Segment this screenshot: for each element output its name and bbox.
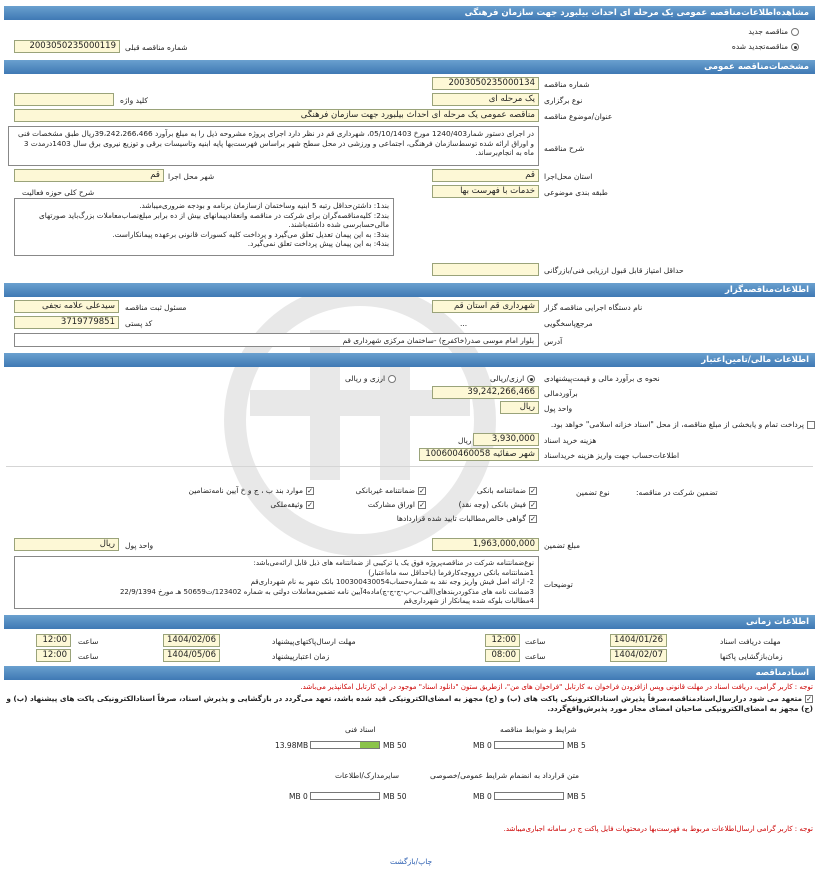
radio-rial[interactable] xyxy=(490,374,535,383)
area-line: بند4: به این پیمان پیش پرداخت تعلق نمی‌گیرد. xyxy=(247,239,389,248)
file-size: 0 MB xyxy=(473,741,492,750)
area-line: بند1: داشتن‌حداقل رتبه 5 ابنیه وساختمان ازسازمان برنامه و بودجه ضروری‌میباشد. xyxy=(139,201,389,210)
section-docs-title: اسنادمناقصه xyxy=(755,668,809,678)
guarantee-type-label: نوع تضمین xyxy=(576,488,610,497)
guarantee-label: موارد بند ب ، ج و خ آیین نامه‌تضامین xyxy=(188,486,303,495)
progress-bar xyxy=(494,792,564,800)
validity-label: زمان اعتبارپیشنهاد xyxy=(272,652,330,661)
estimate-method-label: نحوه ی برآورد مالی و قیمت‌پیشنهادی xyxy=(544,374,660,383)
tender-number-field: 2003050235000134 xyxy=(432,77,539,90)
guarantee-label: ضمانتنامه غیربانکی xyxy=(355,486,415,495)
radio-fx[interactable] xyxy=(345,374,396,383)
radio-new-tender[interactable] xyxy=(748,27,799,36)
file-max: 5 MB xyxy=(567,792,586,801)
file-name: شرایط و ضوابط مناقصه xyxy=(500,725,577,734)
postal-code-label: کد پستی xyxy=(125,319,153,328)
city-field: قم xyxy=(14,169,164,182)
section-finance-title: اطلاعات مالی/تامین‌اعتبار xyxy=(701,355,809,365)
reference-label: مرجع‌پاسخگویی xyxy=(544,319,593,328)
min-score-field xyxy=(432,263,539,276)
guarantee-currency-label: واحد پول xyxy=(125,541,154,550)
open-label: زمان‌بازگشایی پاکتها xyxy=(720,652,783,661)
progress-bar xyxy=(310,741,380,749)
guarantee-label: گواهی خالص‌مطالبات تایید شده قراردادها xyxy=(396,514,526,523)
guarantee-label: وثیقه‌ملکی xyxy=(270,500,303,509)
doc-receive-time: 12:00 xyxy=(485,634,520,647)
doc-fee-unit: ریال xyxy=(458,436,472,445)
section-organizer xyxy=(4,283,815,297)
note-line: نوع‌ضمانتنامه شرکت در مناقصه‌پروژه فوق یک یا ترکیبی از ضمانتنامه های ذیل قابل ارائه‌می‌باشد: xyxy=(253,559,534,567)
checkbox-icon[interactable] xyxy=(807,421,815,429)
guarantee-property[interactable] xyxy=(270,500,314,509)
account-label: اطلاعات‌حساب جهت واریز هزینه خریداسناد xyxy=(544,451,680,460)
area-line: بند2: کلیه‌مناقصه‌گران برای شرکت در مناقصه وانعقادپیمانهای بیش از ده برابر مبلغ‌نصاب‌معاملات بزرگ‌باید صورتهای مالی‌حسابرسی شده داشته‌باشند. xyxy=(39,210,389,229)
progress-bar xyxy=(494,741,564,749)
note-line: 4مطالبات بلوکه شده پیمانکار از شهرداری‌قم xyxy=(403,597,534,605)
time-label: ساعت xyxy=(78,637,99,646)
file-size: 0 MB xyxy=(473,792,492,801)
file-max: 50 MB xyxy=(383,741,407,750)
file-name: متن قرارداد به انضمام شرایط عمومی/خصوصی xyxy=(430,771,579,780)
tender-number-label: شماره مناقصه xyxy=(544,80,590,89)
checkbox-checked-icon[interactable]: ✓ xyxy=(530,487,536,495)
guarantee-bonds[interactable] xyxy=(368,500,426,509)
postal-code-field: 3719779851 xyxy=(14,316,119,329)
submit-time: 12:00 xyxy=(36,634,71,647)
file-max: 5 MB xyxy=(567,741,586,750)
file-size: 0 MB xyxy=(289,792,308,801)
section-docs xyxy=(4,666,815,680)
checkbox-checked-icon[interactable]: ✓ xyxy=(530,515,536,523)
section-finance xyxy=(4,353,815,367)
radio-renewed-label: مناقصه‌تجدید شده xyxy=(731,42,788,51)
prev-tender-number-field: 2003050235000119 xyxy=(14,40,120,53)
file-size: 13.98MB xyxy=(275,741,309,750)
treasury-note: پرداخت تمام و یابخشی از مبلغ مناقصه، از محل "اسناد خزانه اسلامی" خواهد بود. xyxy=(550,420,804,429)
file-max: 50 MB xyxy=(383,792,407,801)
checkbox-checked-icon[interactable]: ✓ xyxy=(530,501,536,509)
activity-area-label: شرح کلی حوزه فعالیت xyxy=(22,188,95,197)
area-line: بند3: به این پیمان تعدیل تعلق می‌گیرد و پرداخت کلیه کسورات قانونی برعهده پیمانکاراست. xyxy=(112,229,389,239)
docs-notice: توجه : کاربر گرامی، دریافت اسناد در مهلت قانونی وپس ازافزودن فراخوان به کارتابل "فراخوان های من"، ازطریق ستون "دانلود اسناد" موجود در این کارتابل امکانپذیر می‌باشد. xyxy=(300,683,813,691)
reference-field: ... xyxy=(460,319,468,328)
checkbox-checked-icon[interactable]: ✓ xyxy=(419,501,425,509)
radio-new-label: مناقصه جدید xyxy=(748,27,788,36)
responsible-field: سیدعلی علامه نجفی xyxy=(14,300,119,313)
keyword-label: کلید واژه xyxy=(120,96,148,105)
file-name: سایرمدارک/اطلاعات xyxy=(335,771,400,780)
note-line: 2- ارائه اصل فیش واریز وجه نقد به شماره‌حساب100300430054 بانک شهر به نام شهرداری‌قم xyxy=(250,578,534,586)
radio-rial-label: ارزی/ریالی xyxy=(490,374,525,383)
guarantee-bank[interactable] xyxy=(477,486,537,495)
guarantee-notes-box xyxy=(14,556,539,609)
guarantee-currency-field: ریال xyxy=(14,538,119,551)
checkbox-checked-icon[interactable]: ✓ xyxy=(419,487,425,495)
org-label: نام دستگاه اجرایی مناقصه گزار xyxy=(544,303,643,312)
note-line: 3ضمانت نامه های مذکوردربندهای(الف-ب-پ-ج-ج-چ)ماده4آیین نامه تضمین‌معاملات دولتی به شماره 123402/ت50659 هـ مورخ 22/9/1394 xyxy=(119,587,534,596)
guarantee-label: فیش بانکی (وجه نقد) xyxy=(458,500,526,509)
doc-fee-field: 3,930,000 xyxy=(473,433,539,446)
treasury-checkbox[interactable] xyxy=(551,420,815,429)
prev-tender-number-label: شماره مناقصه قبلی xyxy=(125,43,188,52)
holding-type-field: یک مرحله ای xyxy=(432,93,539,106)
account-field: شهر صفائیه 100600460058 xyxy=(419,448,539,461)
province-field: قم xyxy=(432,169,539,182)
guarantee-intro: تضمین شرکت در مناقصه: xyxy=(636,488,718,497)
commitment-text: متعهد می شود در‌ارسال‌اسنادمناقصه،صرفاً پذیرش اسنادالکترونیکی پاکت های (ب) و (ج) مجهز به امضای‌الکترونیکی قید شده باشد، تعهد می‌گردد در بازگشایی و پذیرش اسناد، صرفاً اسنادالکترونیکی پاکت های پیشنهاد (ب) و (ج) مجهز به امضای‌الکترونیکی صاحبان امضای مجاز مورد پذیرش‌واقع‌گردد. xyxy=(6,694,813,713)
tender-description-box: در اجرای دستور شمار1240/403 مورخ 05/10/1403، شهرداری قم در نظر دارد اجرای پروژه مشروحه ذیل را به مبلغ برآورد 39،242،266،466ریال طبق مشخصات فنی و اوراق ارائه شده توسط‌سازمان فرهنگی، اجتماعی و ورزشی در محل سطح شهر براساس فهرست‌بها پایه ابنیه وتاسیسات برقی و توزیع نیروی برق سال 1403درمدت 3 ماه به انجام‌برساند. xyxy=(8,126,539,166)
time-label: ساعت xyxy=(525,652,546,661)
guarantee-nonbank[interactable] xyxy=(356,486,427,495)
guarantee-label: اوراق مشارکت xyxy=(367,500,415,509)
checkbox-checked-icon[interactable]: ✓ xyxy=(806,695,812,703)
open-date: 1404/02/07 xyxy=(610,649,667,662)
guarantee-amount-field: 1,963,000,000 xyxy=(432,538,539,551)
signature-commitment[interactable] xyxy=(6,694,813,714)
category-label: طبقه بندی موضوعی xyxy=(544,188,608,197)
guarantee-amount-label: مبلغ تضمین xyxy=(544,541,581,550)
tender-subject-label: عنوان/موضوع مناقصه xyxy=(544,112,613,121)
validity-date: 1404/05/06 xyxy=(163,649,220,662)
open-time: 08:00 xyxy=(485,649,520,662)
estimate-amount-field: 39,242,266,466 xyxy=(432,386,539,399)
radio-icon[interactable] xyxy=(388,375,396,383)
print-back-link[interactable]: چاپ/بازگشت xyxy=(390,857,433,866)
progress-fill xyxy=(360,742,379,748)
city-label: شهر محل اجرا xyxy=(168,172,215,181)
docs-notice-2: توجه : کاربر گرامی ارسال‌اطلاعات مربوط به فهرست‌بها درمحتویات فایل پاکت ج در سامانه اجباری‌میباشد. xyxy=(503,825,813,833)
guarantee-bands[interactable] xyxy=(188,486,314,495)
checkbox-checked-icon[interactable]: ✓ xyxy=(307,487,313,495)
currency-field: ریال xyxy=(500,401,539,414)
min-score-label: حداقل امتیاز قابل قبول ارزیابی فنی/بازرگانی xyxy=(544,266,684,275)
page-title-text: مشاهده‌اطلاعات‌مناقصه عمومی یک مرحله ای احداث بیلبورد جهت سازمان فرهنگی xyxy=(464,8,809,18)
guarantee-claims[interactable] xyxy=(397,514,537,523)
validity-time: 12:00 xyxy=(36,649,71,662)
note-line: 1ضمانتنامه بانکی درووجه‌کارفرما (باحداقل سه ماه‌اعتبار) xyxy=(368,568,534,577)
tender-description-label: شرح مناقصه xyxy=(544,144,585,153)
section-general-title: مشخصات‌مناقصه عمومی xyxy=(704,62,809,72)
submit-deadline-label: مهلت ارسال‌پاکتهای‌پیشنهاد xyxy=(272,637,356,646)
radio-renewed-tender[interactable] xyxy=(732,42,799,51)
radio-fx-label: ارزی و ریالی xyxy=(345,374,386,383)
address-label: آدرس xyxy=(544,337,563,346)
category-field: خدمات با فهرست بها xyxy=(432,185,539,198)
guarantee-label: ضمانتنامه بانکی xyxy=(476,486,526,495)
file-name: اسناد فنی xyxy=(345,725,376,734)
province-label: استان محل‌اجرا xyxy=(544,172,593,181)
section-timing xyxy=(4,615,815,629)
radio-icon[interactable] xyxy=(791,28,799,36)
currency-label: واحد پول xyxy=(544,404,573,413)
org-field: شهرداری قم استان قم xyxy=(432,300,539,313)
keyword-field xyxy=(14,93,114,106)
submit-date: 1404/02/06 xyxy=(163,634,220,647)
doc-receive-label: مهلت دریافت اسناد xyxy=(720,637,781,646)
divider xyxy=(6,466,813,467)
address-field: بلوار امام موسی صدر(خاکفرج) -ساختمان مرکزی شهرداری قم xyxy=(14,333,539,347)
tender-subject-field: مناقصه عمومی یک مرحله ای احداث بیلبورد جهت سازمان فرهنگی xyxy=(14,109,539,122)
checkbox-checked-icon[interactable]: ✓ xyxy=(307,501,313,509)
section-general xyxy=(4,60,815,74)
holding-type-label: نوع برگزاری xyxy=(544,96,583,105)
radio-checked-icon[interactable] xyxy=(527,375,535,383)
estimate-amount-label: برآوردمالی xyxy=(544,389,578,398)
progress-bar xyxy=(310,792,380,800)
doc-fee-label: هزینه خرید اسناد xyxy=(544,436,597,445)
responsible-label: مسئول ثبت مناقصه xyxy=(125,303,187,312)
time-label: ساعت xyxy=(525,637,546,646)
section-organizer-title: اطلاعات‌مناقصه‌گزار xyxy=(725,285,809,295)
guarantee-cash[interactable] xyxy=(459,500,537,509)
notes-label: توضیحات xyxy=(544,580,573,589)
doc-receive-date: 1404/01/26 xyxy=(610,634,667,647)
section-timing-title: اطلاعات زمانی xyxy=(745,617,809,627)
time-label: ساعت xyxy=(78,652,99,661)
activity-area-box xyxy=(14,198,394,256)
radio-checked-icon[interactable] xyxy=(791,43,799,51)
page-title xyxy=(4,6,815,20)
